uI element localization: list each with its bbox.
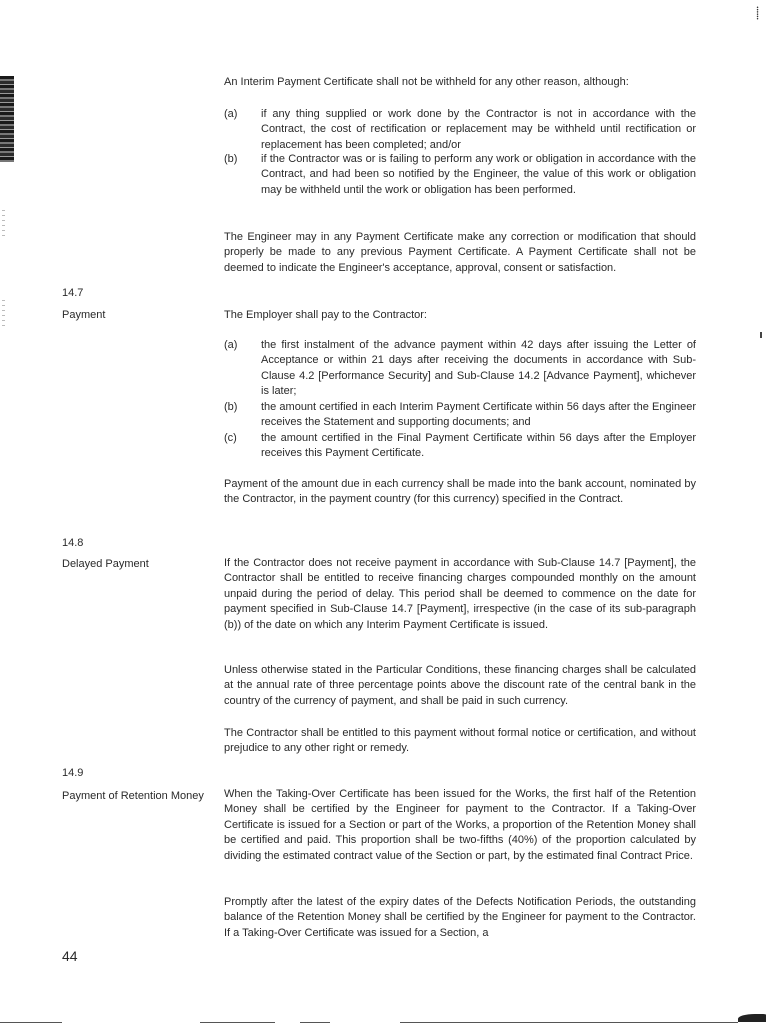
- withheld-item-a: [224, 107, 696, 153]
- scan-dots: [2, 300, 5, 330]
- intro-paragraph: An Interim Payment Certificate shall not be withheld for any other reason, although:: [224, 76, 629, 88]
- item-label: (b): [224, 153, 238, 165]
- item-label: (a): [224, 108, 238, 120]
- withheld-item-b: [224, 152, 696, 198]
- item-label: (b): [224, 401, 238, 413]
- clause-title: Delayed Payment: [62, 558, 149, 570]
- page-number: 44: [62, 948, 78, 964]
- clause-paragraph: When the Taking-Over Certificate has been issued for the Works, the first half of the Retention Money shall be certified by the Engineer for payment to the Contractor. If a Taking-Over Certificate is issued for a Section or part of the Works, a proportion of the Retention Money shall be certified and paid. This proportion shall be two-fifths (40%) of the proportion calculated by dividing the estimated contract value of the Section or part, by the estimated final Contract Price.: [224, 788, 696, 862]
- correction-paragraph: The Engineer may in any Payment Certificate make any correction or modification that should properly be made to any previous Payment Certificate. A Payment Certificate shall not be deemed to indicate the Engineer's acceptance, approval, consent or satisfaction.: [224, 231, 696, 274]
- clause-number: 14.7: [62, 287, 84, 299]
- scan-edge-line: [0, 1022, 62, 1023]
- scan-artifact: [0, 76, 14, 162]
- item-text: the amount certified in each Interim Payment Certificate within 56 days after the Engineer receives the Statement and supporting documents; and: [261, 401, 696, 429]
- item-text: the amount certified in the Final Payment Certificate within 56 days after the Employer receives this Payment Certificate.: [261, 432, 696, 460]
- item-text: the first instalment of the advance payment within 42 days after issuing the Letter of Acceptance or within 21 days after receiving the documents in accordance with Sub-Clause 4.2 [Performance Security] and Sub-Clause 14.2 [Advance Payment], whichever is later;: [261, 339, 696, 398]
- item-label: (c): [224, 432, 237, 444]
- edge-mark: [760, 332, 762, 338]
- clause-title: Payment of Retention Money: [62, 790, 204, 802]
- scan-artifact: [738, 1014, 766, 1022]
- scan-edge-line: [200, 1022, 275, 1023]
- item-label: (a): [224, 339, 238, 351]
- payment-item-a: [224, 338, 696, 400]
- clause-number: 14.9: [62, 767, 84, 779]
- clause-paragraph: Unless otherwise stated in the Particular Conditions, these financing charges shall be calculated at the annual rate of three percentage points above the discount rate of the central bank in the country of the currency of payment, and shall be paid in such currency.: [224, 664, 696, 707]
- item-text: if the Contractor was or is failing to perform any work or obligation in accordance with the Contract, and had been so notified by the Engineer, the value of this work or obligation may be withheld until the work or obligation has been performed.: [261, 153, 696, 196]
- scan-edge-line: [300, 1022, 330, 1023]
- payment-item-b: [224, 400, 696, 431]
- payment-item-c: [224, 431, 696, 462]
- scan-edge-line: [400, 1022, 738, 1023]
- clause-title: Payment: [62, 309, 106, 321]
- corner-mark-icon: ⸽: [756, 6, 760, 20]
- clause-closing: Payment of the amount due in each currency shall be made into the bank account, nominated by the Contractor, in the payment country (for this currency) specified in the Contract.: [224, 478, 696, 506]
- scan-dots: [2, 210, 5, 240]
- clause-paragraph: Promptly after the latest of the expiry dates of the Defects Notification Periods, the outstanding balance of the Retention Money shall be certified by the Engineer for payment to the Contractor. If a Taking-Over Certificate was issued for a Section, a: [224, 896, 696, 939]
- item-text: if any thing supplied or work done by the Contractor is not in accordance with the Contract, the cost of rectification or replacement may be withheld until rectification or replacement has been completed; and/or: [261, 108, 696, 151]
- clause-paragraph: The Contractor shall be entitled to this payment without formal notice or certification, and without prejudice to any other right or remedy.: [224, 727, 696, 755]
- clause-number: 14.8: [62, 537, 84, 549]
- clause-paragraph: If the Contractor does not receive payment in accordance with Sub-Clause 14.7 [Payment], the Contractor shall be entitled to receive financing charges compounded monthly on the amount unpaid during the period of delay. This period shall be deemed to commence on the date for payment specified in Sub-Clause 14.7 [Payment], irrespective (in the case of its sub-paragraph (b)) of the date on which any Interim Payment Certificate is issued.: [224, 557, 696, 631]
- clause-lead: The Employer shall pay to the Contractor:: [224, 309, 427, 321]
